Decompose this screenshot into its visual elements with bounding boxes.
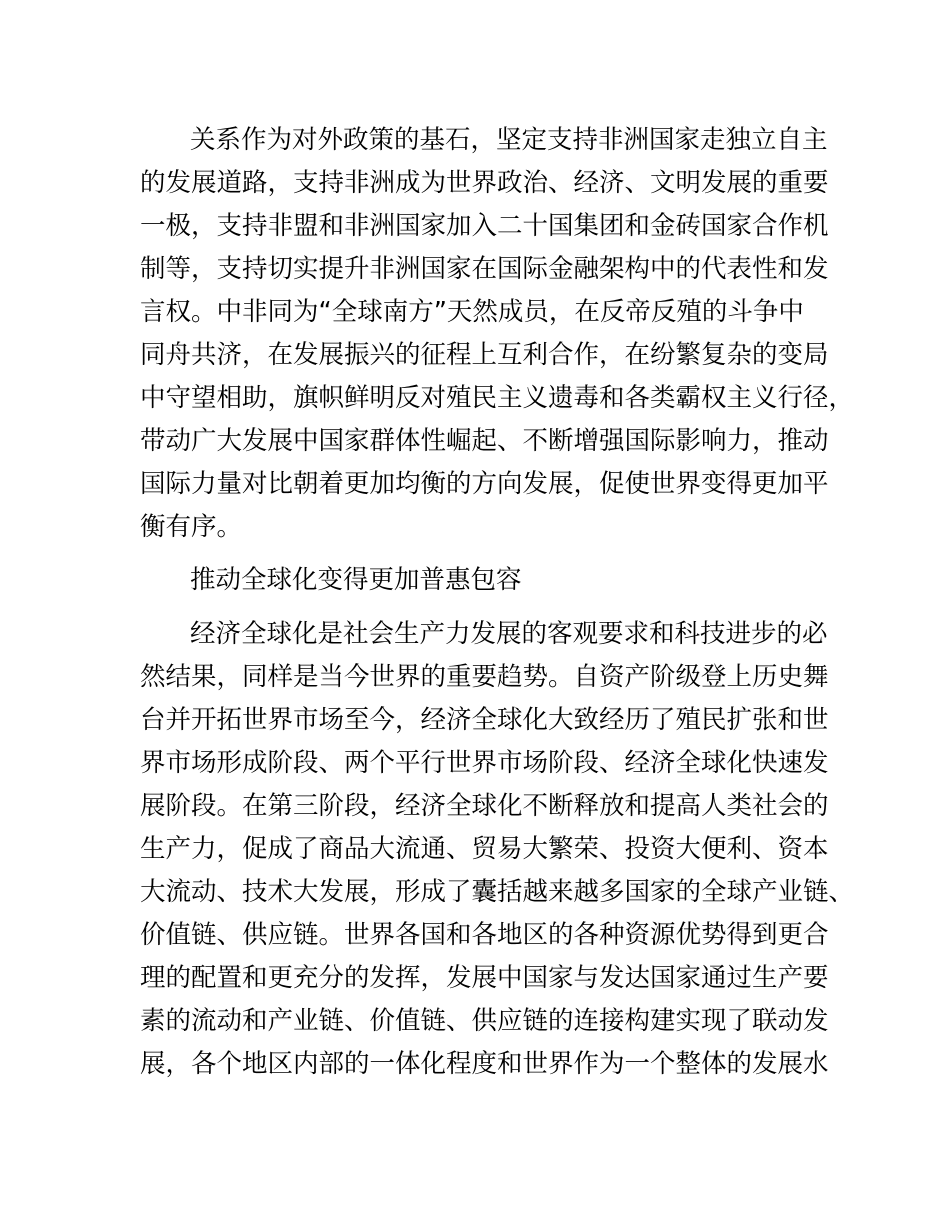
paragraph-line: 然结果，同样是当今世界的重要趋势。自资产阶级登上历史舞 [140, 662, 829, 692]
paragraph-line: 一极，支持非盟和非洲国家加入二十国集团和金砖国家合作机 [140, 211, 829, 241]
paragraph-line: 台并开拓世界市场至今，经济全球化大致经历了殖民扩张和世 [140, 705, 829, 735]
paragraph-line: 衡有序。 [140, 512, 243, 542]
section-heading: 推动全球化变得更加普惠包容 [190, 565, 522, 595]
paragraph-line: 中守望相助，旗帜鲜明反对殖民主义遗毒和各类霸权主义行径， [140, 383, 855, 413]
paragraph-line: 经济全球化是社会生产力发展的客观要求和科技进步的必 [190, 619, 828, 649]
paragraph-line: 生产力，促成了商品大流通、贸易大繁荣、投资大便利、资本 [140, 834, 829, 864]
paragraph-line: 国际力量对比朝着更加均衡的方向发展，促使世界变得更加平 [140, 469, 829, 499]
paragraph-line: 素的流动和产业链、价值链、供应链的连接构建实现了联动发 [140, 1006, 829, 1036]
paragraph-line: 价值链、供应链。世界各国和各地区的各种资源优势得到更合 [140, 920, 829, 950]
paragraph-line: 界市场形成阶段、两个平行世界市场阶段、经济全球化快速发 [140, 748, 829, 778]
paragraph-line: 言权。中非同为“全球南方”天然成员，在反帝反殖的斗争中 [140, 297, 804, 327]
paragraph-line: 同舟共济，在发展振兴的征程上互利合作，在纷繁复杂的变局 [140, 340, 829, 370]
paragraph-line: 关系作为对外政策的基石，坚定支持非洲国家走独立自主 [190, 125, 828, 155]
paragraph-line: 理的配置和更充分的发挥，发展中国家与发达国家通过生产要 [140, 963, 829, 993]
paragraph-line: 的发展道路，支持非洲成为世界政治、经济、文明发展的重要 [140, 168, 829, 198]
paragraph-line: 展阶段。在第三阶段，经济全球化不断释放和提高人类社会的 [140, 791, 829, 821]
paragraph-line: 大流动、技术大发展，形成了囊括越来越多国家的全球产业链、 [140, 877, 855, 907]
paragraph-line: 带动广大发展中国家群体性崛起、不断增强国际影响力，推动 [140, 426, 829, 456]
paragraph-line: 制等，支持切实提升非洲国家在国际金融架构中的代表性和发 [140, 254, 829, 284]
paragraph-line: 展，各个地区内部的一体化程度和世界作为一个整体的发展水 [140, 1049, 829, 1079]
